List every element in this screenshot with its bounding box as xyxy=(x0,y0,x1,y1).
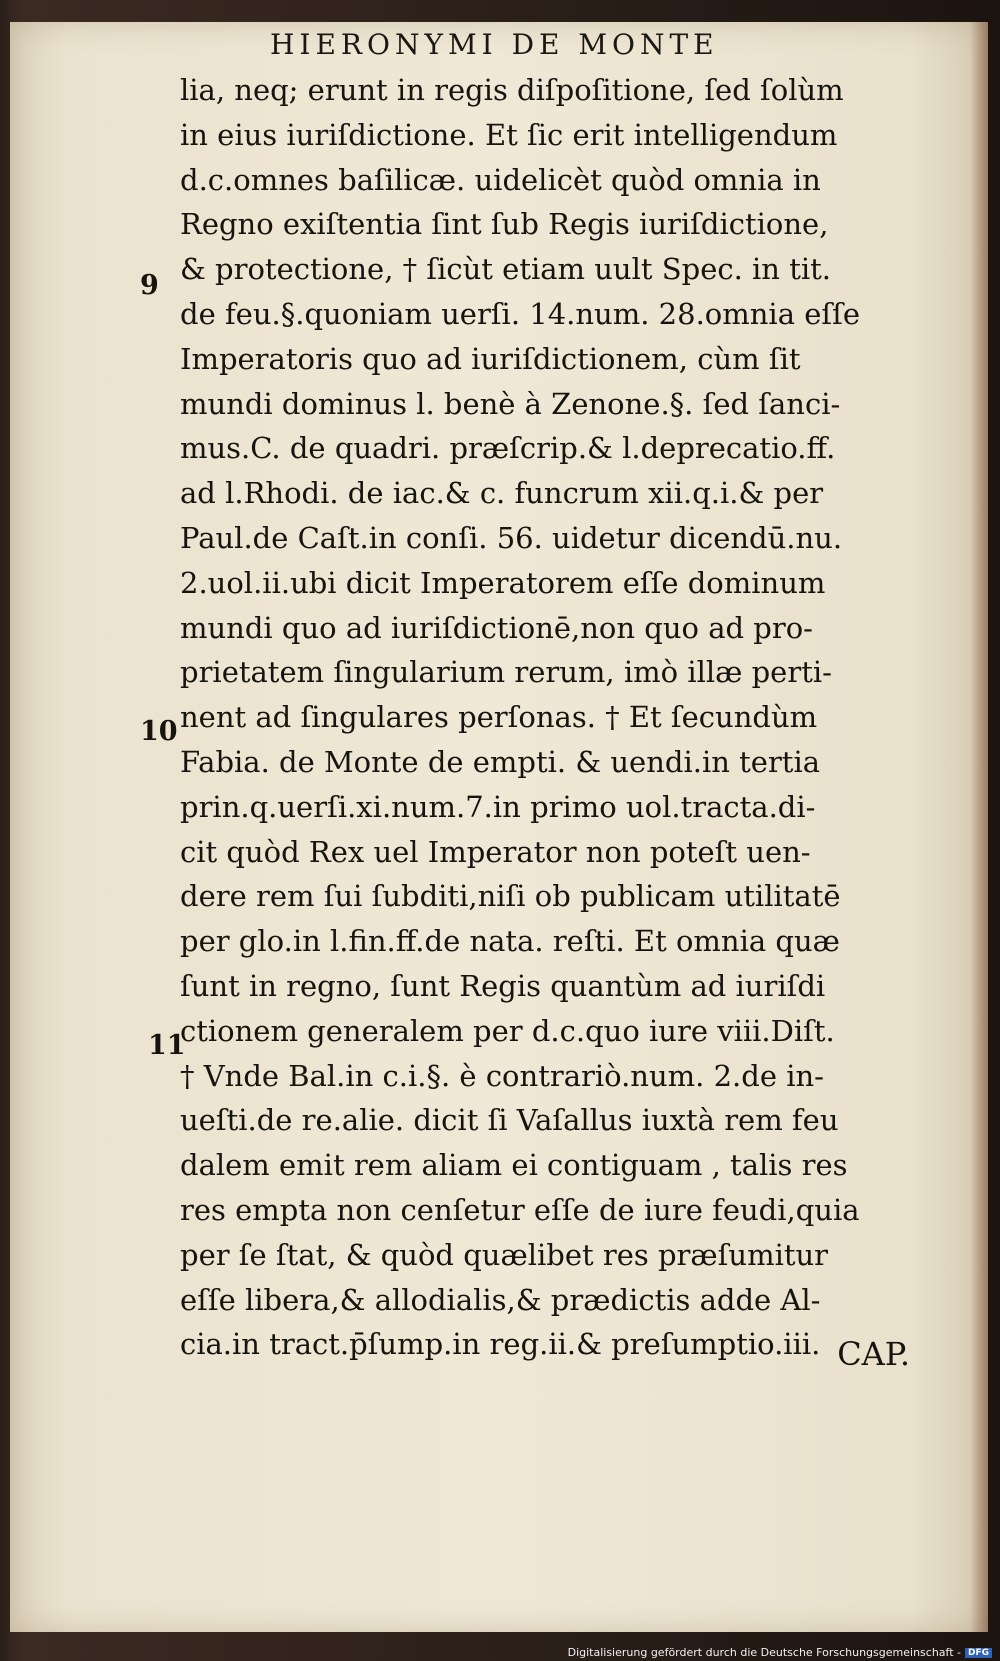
text-line: cit quòd Rex uel Imperator non poteſt uen- xyxy=(180,834,811,869)
body-text xyxy=(180,68,920,1367)
text-line: dere rem ſui ſubditi,niſi ob publicam utilitatē xyxy=(180,879,841,914)
text-line: cia.in tract.p̄ſump.in reg.ii.& preſumptio.iii. xyxy=(180,1327,821,1362)
text-line: ad l.Rhodi. de iac.& c. funcrum xii.q.i.& per xyxy=(180,476,824,511)
dfg-logo: DFG xyxy=(965,1648,992,1658)
text-line: † Vnde Bal.in c.i.§. è contrariò.num. 2.de in- xyxy=(180,1058,824,1093)
text-line: & protectione, † ſicùt etiam uult Spec. in tit. xyxy=(180,252,831,287)
catchword: CAP. xyxy=(837,1335,910,1373)
text-line: lia, neq; erunt in regis diſpoſitione, ſed ſolùm xyxy=(180,73,844,107)
text-line: ueſti.de re.alie. dicit ſi Vaſallus iuxtà rem feu xyxy=(180,1103,839,1138)
text-line: Imperatoris quo ad iuriſdictionem, cùm ſit xyxy=(180,341,801,376)
text-line: in eius iuriſdictione. Et ſic erit intelligendum xyxy=(180,117,838,152)
text-line: eſſe libera,& allodialis,& prædictis adde Al- xyxy=(180,1282,821,1317)
margin-number: 9 xyxy=(140,270,159,301)
text-line: de feu.§.quoniam uerſi. 14.num. 28.omnia eſſe xyxy=(180,296,860,331)
margin-number: 10 xyxy=(140,716,178,747)
digitization-credit xyxy=(568,1646,992,1659)
text-line: Paul.de Caſt.in conſi. 56. uidetur dicendū.nu. xyxy=(180,520,843,555)
text-line: prin.q.uerſi.xi.num.7.in primo uol.tracta.di- xyxy=(180,789,816,824)
text-line: mundi dominus l. benè à Zenone.§. ſed ſanci- xyxy=(180,386,841,421)
text-line: 2.uol.ii.ubi dicit Imperatorem eſſe dominum xyxy=(180,565,826,600)
text-line: mundi quo ad iuriſdictionē,non quo ad pro- xyxy=(180,610,813,645)
text-line: mus.C. de quadri. præſcrip.& l.deprecatio.ff. xyxy=(180,431,836,466)
text-line: per ſe ſtat, & quòd quælibet res præſumitur xyxy=(180,1237,829,1272)
text-line: ctionem generalem per d.c.quo iure viii.Diſt. xyxy=(180,1013,835,1048)
text-line: prietatem ſingularium rerum, imò illæ perti- xyxy=(180,655,832,690)
credit-text: Digitalisierung gefördert durch die Deutsche Forschungsgemeinschaft - xyxy=(567,1646,961,1659)
running-header: HIERONYMI DE MONTE xyxy=(270,28,719,61)
text-line: per glo.in l.fin.ff.de nata. reſti. Et omnia quæ xyxy=(180,924,840,959)
text-line: nent ad ſingulares perſonas. † Et ſecundùm xyxy=(180,700,818,735)
margin-number: 11 xyxy=(148,1030,186,1061)
text-line: Regno exiſtentia ſint ſub Regis iuriſdictione, xyxy=(180,207,829,242)
text-line: res empta non cenſetur eſſe de iure feudi,quia xyxy=(180,1192,860,1227)
text-line: ſunt in regno, ſunt Regis quantùm ad iuriſdi xyxy=(180,968,826,1003)
text-line: dalem emit rem aliam ei contiguam , talis res xyxy=(180,1148,848,1183)
text-line: d.c.omnes baſilicæ. uidelicèt quòd omnia in xyxy=(180,162,821,197)
text-line: Fabia. de Monte de empti. & uendi.in tertia xyxy=(180,744,821,779)
page-edge-shadow xyxy=(970,22,988,1632)
